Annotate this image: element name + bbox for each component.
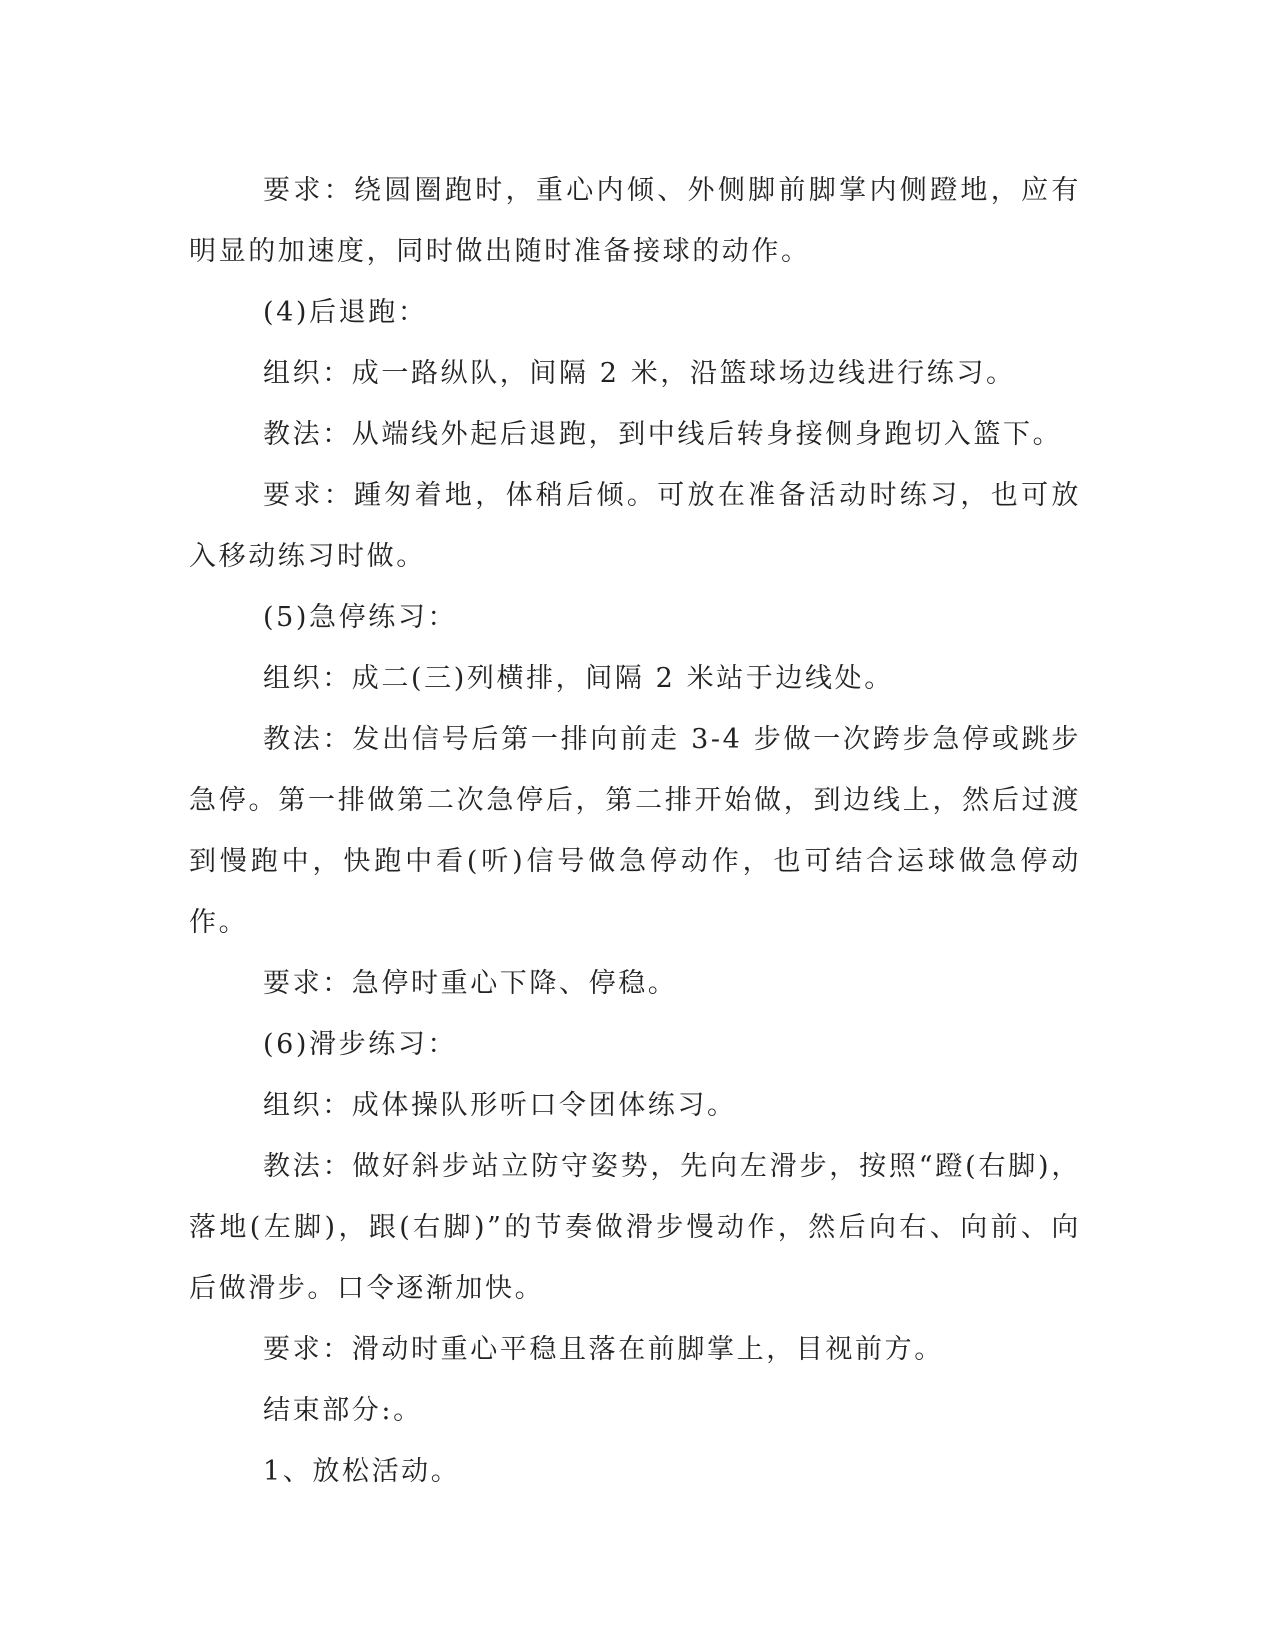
paragraph-requirement-slide-step: 要求：滑动时重心平稳且落在前脚掌上，目视前方。	[263, 1334, 944, 1365]
document-body	[189, 160, 1081, 1502]
paragraph-heading-ending-section: 结束部分:。	[263, 1395, 423, 1426]
paragraph-relaxation-activity: 1、放松活动。	[263, 1456, 461, 1487]
paragraph-heading-slide-step: (6)滑步练习：	[263, 1029, 458, 1060]
paragraph-organization-slide-step: 组织：成体操队形听口令团体练习。	[263, 1090, 737, 1121]
paragraph-method-sudden-stop: 教法：发出信号后第一排向前走 3-4 步做一次跨步急停或跳步急停。第一排做第二次急停后，第二排开始做，到边线上，然后过渡到慢跑中，快跑中看(听)信号做急停动作，也可结合运球做急停动作。	[189, 724, 1081, 938]
paragraph-requirement-sudden-stop: 要求：急停时重心下降、停稳。	[263, 968, 678, 999]
paragraph-heading-sudden-stop: (5)急停练习：	[263, 602, 458, 633]
paragraph-organization-sudden-stop: 组织：成二(三)列横排，间隔 2 米站于边线处。	[263, 663, 894, 694]
paragraph-organization-backward-run: 组织：成一路纵队，间隔 2 米，沿篮球场边线进行练习。	[263, 358, 1016, 389]
paragraph-method-slide-step: 教法：做好斜步站立防守姿势，先向左滑步，按照“蹬(右脚)，落地(左脚)，跟(右脚)”的节奏做滑步慢动作，然后向右、向前、向后做滑步。口令逐渐加快。	[189, 1151, 1081, 1304]
paragraph-requirement-circle-run: 要求：绕圆圈跑时，重心内倾、外侧脚前脚掌内侧蹬地，应有明显的加速度，同时做出随时准备接球的动作。	[189, 175, 1081, 267]
paragraph-method-backward-run: 教法：从端线外起后退跑，到中线后转身接侧身跑切入篮下。	[263, 419, 1063, 450]
paragraph-heading-backward-run: (4)后退跑：	[263, 297, 428, 328]
paragraph-requirement-backward-run: 要求：踵匆着地，体稍后倾。可放在准备活动时练习，也可放入移动练习时做。	[189, 480, 1081, 572]
